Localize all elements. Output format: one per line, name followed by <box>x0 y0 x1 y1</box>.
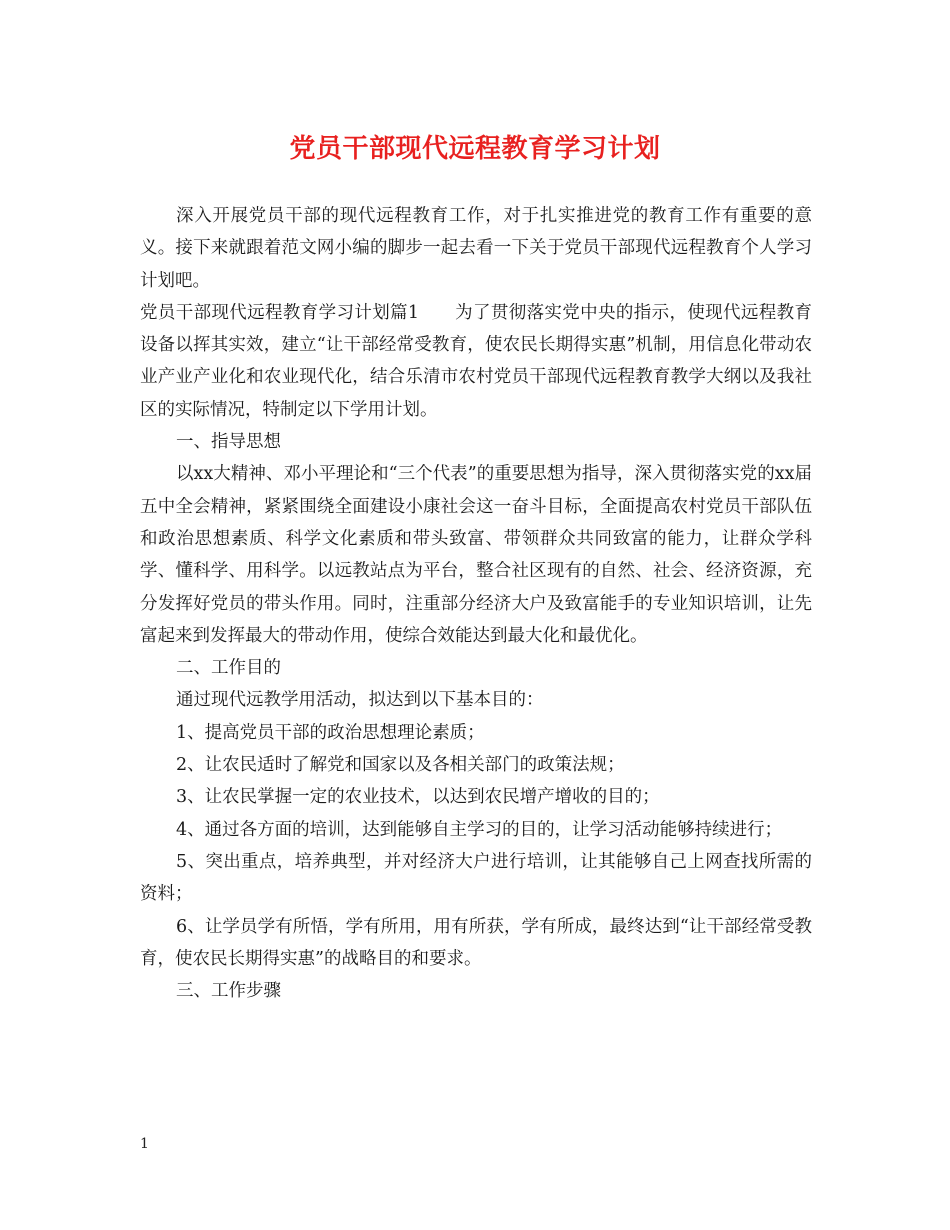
guiding-thought-paragraph: 以xx大精神、邓小平理论和“三个代表”的重要思想为指导，深入贯彻落实党的xx届五中全会精神，紧紧围绕全面建设小康社会这一奋斗目标，全面提高农村党员干部队伍和政治思想素质、科学文化素质和带头致富、带领群众共同致富的能力，让群众学科学、懂科学、用科学。以远教站点为平台，整合社区现有的自然、社会、经济资源，充分发挥好党员的带头作用。同时，注重部分经济大户及致富能手的专业知识培训，让先富起来到发挥最大的带动作用，使综合效能达到最大化和最优化。 <box>140 464 812 646</box>
purpose-item-1: 1、提高党员干部的政治思想理论素质； <box>176 722 485 743</box>
document-title: 党员干部现代远程教育学习计划 <box>289 134 661 164</box>
purpose-intro-paragraph: 通过现代远教学用活动，拟达到以下基本目的： <box>176 690 544 711</box>
section-heading-work-purpose: 二、工作目的 <box>176 658 281 679</box>
purpose-item-2: 2、让农民适时了解党和国家以及各相关部门的政策法规； <box>176 755 625 776</box>
section-heading-work-steps: 三、工作步骤 <box>176 981 281 1002</box>
purpose-item-3: 3、让农民掌握一定的农业技术，以达到农民增产增收的目的； <box>176 787 660 808</box>
purpose-item-5: 5、突出重点，培养典型，并对经济大户进行培训，让其能够自己上网查找所需的资料； <box>140 851 812 905</box>
purpose-item-4: 4、通过各方面的培训，达到能够自主学习的目的，让学习活动能够持续进行； <box>176 819 783 840</box>
section-heading-guiding-thought: 一、指导思想 <box>176 432 281 453</box>
page-number: 1 <box>140 1136 149 1152</box>
intro-paragraph: 深入开展党员干部的现代远程教育工作，对于扎实推进党的教育工作有重要的意义。接下来就跟着范文网小编的脚步一起去看一下关于党员干部现代远程教育个人学习计划吧。 <box>140 206 812 291</box>
plan-paragraph: 党员干部现代远程教育学习计划篇1 为了贯彻落实党中央的指示，使现代远程教育设备以挥其实效，建立“让干部经常受教育，使农民长期得实惠”机制，用信息化带动农业产业产业化和农业现代化，结合乐清市农村党员干部现代远程教育教学大纲以及我社区的实际情况，特制定以下学用计划。 <box>140 302 812 420</box>
purpose-item-6: 6、让学员学有所悟，学有所用，用有所获，学有所成，最终达到“让干部经常受教育，使农民长期得实惠”的战略目的和要求。 <box>140 916 812 969</box>
document-body <box>140 200 812 1007</box>
